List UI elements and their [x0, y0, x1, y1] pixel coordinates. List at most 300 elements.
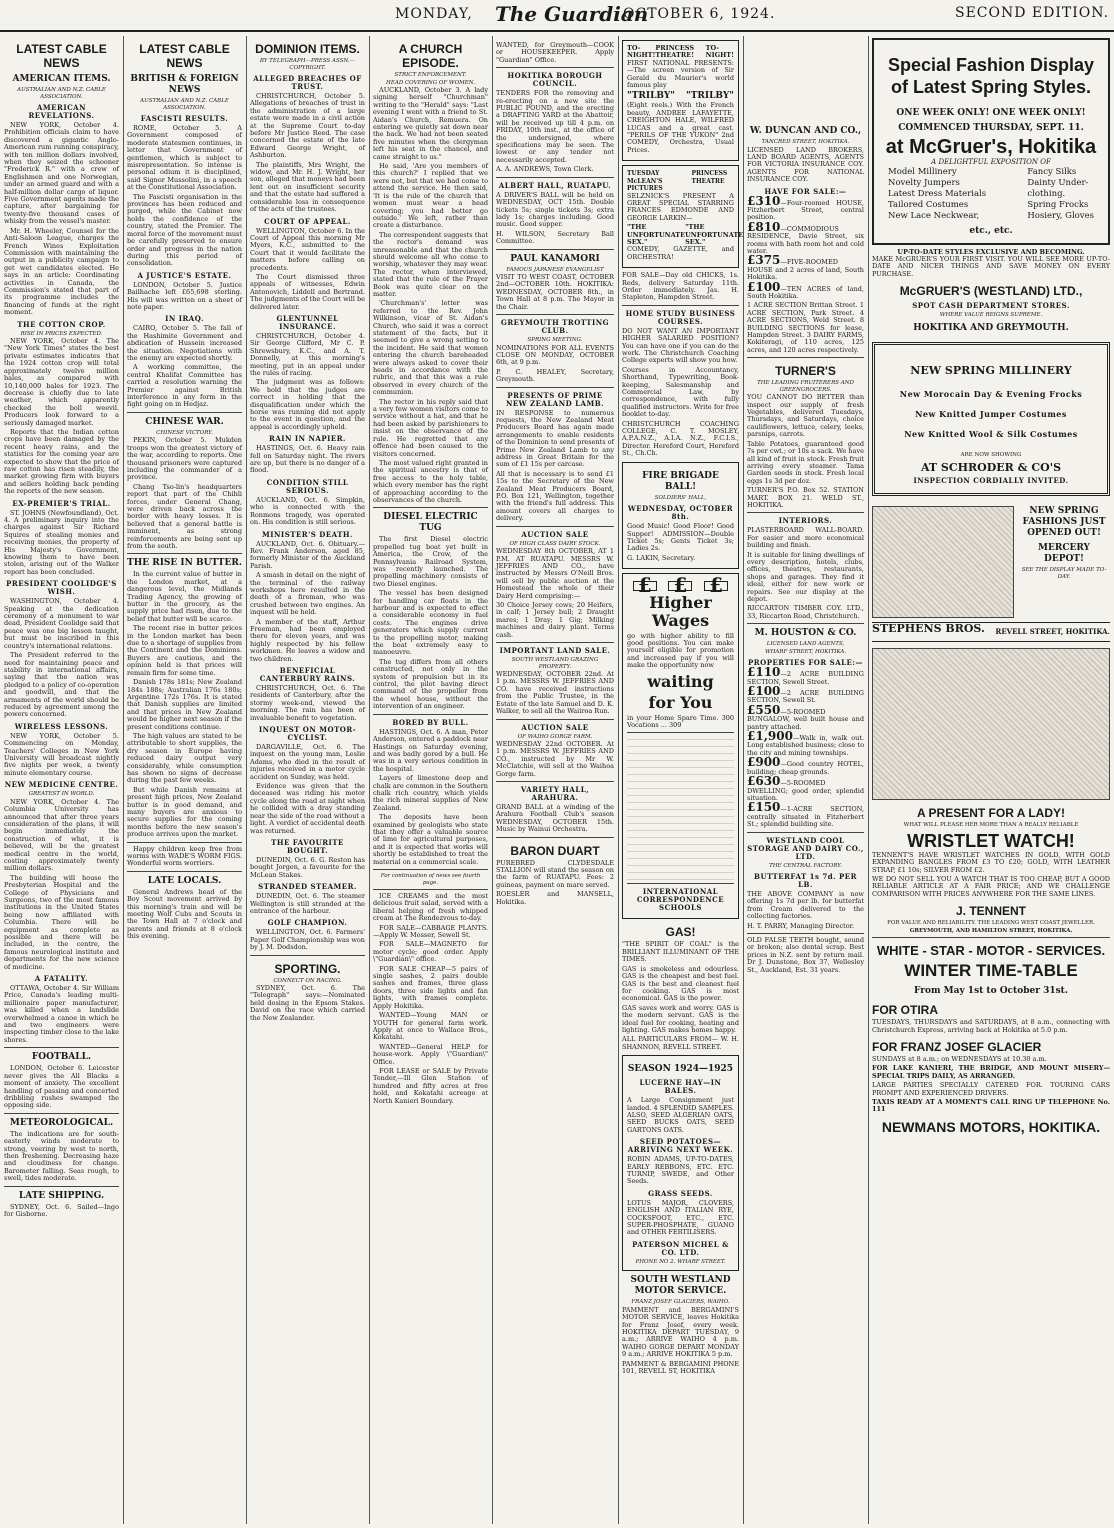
filler-text: The high values are stated to be attributable to short supplies, the dry season in Europe having reduced dairy output very considerably, while consumption has shown no signs of decrease during the past few weeks. — [127, 731, 242, 785]
col4-continuation: For continuation of news see fourth page. — [380, 873, 481, 886]
fashion-item: New Lace Neckwear, — [888, 210, 980, 221]
filler-text: All that is necessary is to send £1 15s to the Secretary of the New Zealand Meat Producers Board, P.O. Box 121, Wellington, together with the friend's full address. This amount covers all charges to delivery. — [496, 469, 614, 523]
column-3 — [246, 36, 369, 1524]
filler-text: He said, 'Are you members of this church?' I replied that we were not, but that we had come to attend the service. He then said, 'It is the rule of the church that women must wear a head covering; you had better go outside.' We left, rather than create a disturbance. — [373, 162, 488, 230]
col5-ad7-title: AUCTION SALE — [521, 529, 589, 539]
filler-text: ICE CREAMS and the most delicious fruit salad, served with a liberal helping of fresh whipped cream at The Rendezvous to-day. — [373, 892, 488, 923]
col4-s2-title: DIESEL ELECTRIC TUG — [383, 512, 478, 534]
col5-ad8-sub: SOUTH WESTLAND GRAZING PROPERTY. — [511, 657, 599, 670]
fashion-item: Fancy Silks — [1027, 166, 1077, 177]
fashion-styles: UP-TO-DATE STYLES EXCLUSIVE AND BECOMING. — [897, 247, 1085, 256]
ics-text1: go with higher ability to fill good positions. You can make yourself eligible for promotion and increased pay if you will make the opportunity now — [627, 631, 734, 670]
col2-s6-text: Happy children keep free from worms with WADE'S WORM FIGS. Wonderful worm worriers. — [127, 844, 242, 868]
col5-ad4-title: PAUL KANAMORI — [510, 253, 600, 264]
divider — [747, 623, 864, 624]
divider — [747, 832, 864, 833]
col1-s1-text: NEW YORK, October 4. Prohibition officials claim to have discovered a gigantic Anglo-American rum running conspiracy, with ten million dollars involved, when they seized the schooner "Frederick R." with a crew of Englishmen and one Norwegian, under an armed guard and with a half-million dollar cargo of liquor. Five Government agents made the capture, after bargaining for twenty-five thousand cases of whisky from the vessel's master. — [4, 121, 119, 226]
present-watch: WRISTLET WATCH! — [907, 830, 1075, 851]
present-sub: WHAT WILL PLEASE HER MORE THAN A REALLY RELIABLE — [903, 822, 1079, 829]
mcgruers-sub: SPOT CASH DEPARTMENT STORES. — [912, 301, 1070, 311]
spring-item: New Knitted Jumper Costumes — [915, 408, 1067, 419]
filler-text: 'Churchman's' letter was referred to the Rev. John Wilkinson, vicar of St. Aidan's Church, who said it was a correct statement of the facts, but it seemed to give a wrong setting to the incident. He said that women entering the church bareheaded were always asked to cover their heads in accordance with the rubric, and that this was a rule observed in every church of the communion. — [373, 299, 488, 397]
fashion-items-left — [888, 167, 986, 222]
col2-subheading: BRITISH & FOREIGN NEWS — [130, 74, 239, 95]
filler-text: WE DO NOT SELL YOU A WATCH THAT IS TOO CHEAP, BUT A GOOD RELIABLE ARTICLE AT A FAIR PRICE; AND WE CHALLENGE COMPARISON WITH PRICES ANYWHERE FOR THE SAME LINES. — [872, 874, 1110, 898]
col3-credit: BY TELEGRAPH—PRESS ASSN.—COPYRIGHT. — [259, 58, 356, 71]
col1-s2-title: THE COTTON CROP. — [17, 319, 106, 329]
season-ad — [622, 1055, 739, 1271]
divider — [127, 871, 242, 872]
grass-title: GRASS SEEDS. — [648, 1188, 713, 1198]
col3-s1-title: ALLEGED BREACHES OF TRUST. — [253, 74, 362, 91]
filler-text: 30 Choice Jersey cows; 20 Heifers, in calf; 1 Jersey bull; 2 Draught mares; 1 Dray; 1 Gig; Milking machines and dairy plant. Terms cash. — [496, 601, 614, 639]
filler-text: The tug differs from all others constructed, not only in the system of propulsion but in its control, the pilot having direct command of the propeller from the wheel house, without the intervention of an engineer. — [373, 657, 488, 711]
divider — [496, 642, 614, 643]
mail-sub: FRANZ JOSEF GLACIERS, WAIHO. — [631, 1299, 730, 1306]
ics-footer: INTERNATIONAL CORRESPONDENCE SCHOOLS — [636, 887, 725, 913]
divider — [747, 512, 864, 513]
col1-s10-title: LATE SHIPPING. — [18, 1190, 105, 1201]
filler-text: But while Danish remains at present high prices, New Zealand butter is in good demand, and many buyers are anxious to secure supplies for the coming months before the new season's produce arrives upon the market. — [127, 785, 242, 839]
fashion-item: Tailored Costumes — [888, 199, 969, 210]
col3-s3-title: GLENTUNNEL INSURANCE. — [276, 313, 339, 331]
spring-item: New Morocain Day & Evening Frocks — [899, 388, 1083, 399]
masthead — [0, 0, 1114, 32]
fire-date: WEDNESDAY, OCTOBER 8th. — [627, 504, 734, 522]
paterson-sub: PHONE NO 2. WHARF STREET. — [635, 1258, 726, 1265]
houston-p4-price: £1,900 — [747, 729, 793, 744]
houston-p5-price: £900 — [747, 755, 781, 770]
ics-ad — [622, 573, 739, 919]
duncan-addr: TANCRED STREET, HOKITIKA. — [761, 139, 850, 145]
col4-s2-text: The first Diesel electric propelled tug boat yet built in America, the Crow, of the Pennsylvania Railroad System, was recently launched. The propelling machinery consists of two Diesel engines. — [373, 535, 488, 588]
study-title: HOME STUDY BUSINESS COURSES. — [625, 308, 736, 326]
lucerne-title: LUCERNE HAY—IN BALES. — [639, 1078, 722, 1096]
column-6 — [618, 36, 743, 1524]
pound-icon: £ — [633, 581, 657, 590]
houston-p6-price: £630 — [747, 774, 781, 789]
filler-text: The building will house the Presbyterian Hospital and the College of Physicians and Surgeons, two of the most famous institutions in the United States being now affiliated with Columbia. There will be equipment as complete as possible and there will be included, in the centre, the famous neurological institute and departments for the new science of medicine. — [4, 873, 119, 971]
col3-s8-text: DARGAVILLE, Oct. 6. The inquest on the young man, Leslie Adams, who died in the result of injuries received in a motor cycle accident on Sunday, was held. — [250, 743, 365, 781]
storefront-illustration — [872, 506, 1014, 618]
turner-name: TURNER'S — [775, 364, 836, 379]
col5-ad5-title: GREYMOUTH TROTTING CLUB. — [500, 318, 610, 336]
fashion-at: at McGruer's, Hokitika — [885, 136, 1097, 158]
kaniere-text: FOR LAKE KANIERI, THE BRIDGE, AND MOUNT MISERY—SPECIAL TRIPS DAILY, AS ARRANGED. — [872, 1064, 1110, 1080]
divider — [496, 526, 614, 527]
ics-title3: for You — [648, 692, 713, 712]
duncan-p2-text: —COMMODIOUS RESIDENCE, Davie Street, six rooms with bath room hot and cold water. — [747, 224, 864, 255]
filler-text: A member of the staff, Arthur Freeman, had been employed there for eleven years, and was highly respected by his fellow workmen. He leaves a widow and two children. — [250, 617, 365, 663]
filler-text: A working committee, the central Khalifat Committee has carried a resolution warning the Premier against British interference in any form in the fight going on in Hedjaz. — [127, 363, 242, 409]
col1-s6-title: NEW MEDICINE CENTRE. — [4, 780, 119, 790]
westland-sign: H. T. PARRY, Managing Director. — [747, 921, 855, 930]
season-title: SEASON 1924—1925 — [627, 1064, 734, 1075]
study-sign: CHRISTCHURCH COACHING COLLEGE, C. T. MOSLEY, A.P.A.N.Z., A.I.A. N.Z., F.C.I.S., Director. Hereford Court, Hereford St., Ch.Ch. — [622, 419, 739, 458]
fashion-delight: A DELIGHTFUL EXPOSITION OF — [931, 158, 1051, 166]
mclean-left: TUESDAY McLEAN'S PICTURES — [627, 170, 663, 193]
divider — [496, 177, 614, 178]
turner-sign: TURNER'S P.O. Box 52. STATION MART. BOX 21. WELD ST., HOKITIKA. — [747, 486, 864, 509]
houston-p7-price: £150 — [747, 800, 781, 815]
spring-at: AT SCHRODER & CO'S — [920, 461, 1062, 475]
duncan-sale: HAVE FOR SALE:— — [764, 186, 847, 196]
column-1 — [0, 36, 123, 1524]
col1-s8-text: LONDON, October 6. Leicester never gives the All Blacks a moment of anxiety. The excellent handling of passing and concerted dribbling rushes swamped the opposing side. — [4, 1064, 119, 1110]
houston-sale: PROPERTIES FOR SALE:— — [748, 658, 863, 668]
filler-text: FOR SALE—CABBAGE PLANTS.—Apply W. Mosser, Sewell St. — [373, 923, 488, 940]
col5-ad11-title: BARON DUART — [510, 843, 600, 858]
newmans: NEWMANS MOTORS, HOKITIKA. — [881, 1118, 1101, 1135]
col5-ad3-text: A DRIVER'S BALL will be held on WEDNESDAY, OCT 15th. Double tickets 5s; single tickets 3s; extra lady 1s; charges including. Good music. Good supper. — [496, 190, 614, 229]
duncan-p3-price: £375 — [747, 253, 781, 268]
divider — [373, 869, 488, 870]
col3-s9-text: DUNEDIN, Oct. 6. G. Reston has bought Jorgen, a favourite for the McLean Stakes. — [250, 855, 365, 879]
divider — [496, 837, 614, 838]
divider — [4, 1113, 119, 1114]
mail-title: SOUTH WESTLAND MOTOR SERVICE. — [630, 1275, 731, 1297]
parties-text: LARGE PARTIES SPECIALLY CATERED FOR. TOURING CARS PROMPT AND EXPERIENCED DRIVERS. — [872, 1081, 1110, 1097]
tennent-sub: FOR VALUE AND RELIABILITY. THE LEADING WEST COAST JEWELLER. — [887, 920, 1095, 927]
col5-ad6-title: PRESENTS OF PRIME NEW ZEALAND LAMB. — [505, 390, 605, 408]
col2-s1-title: FASCISTI RESULTS. — [140, 114, 229, 123]
col1-s2-sub: RISE IN PRICES EXPECTED. — [20, 330, 103, 337]
interiors-title: INTERIORS. — [778, 516, 833, 526]
fashion-etc: etc., etc. — [969, 225, 1013, 236]
filler-text: FOR SALE CHEAP—5 pairs of single sashes, 2 pairs double sashes and frames, three glass doors, three side lights and fan lights, with frames complete. Apply Hokitika. — [373, 964, 488, 1010]
westland-name: WESTLAND COOL STORAGE AND DAIRY CO., LTD. — [747, 835, 864, 861]
grass-text: LOTUS MAJOR, CLOVERS, ENGLISH AND ITALIAN RYE, COCKSFOOT, ETC., ETC. SUPER-PHOSPHATE, GUANO and OTHER FERTILISERS. — [627, 1198, 734, 1237]
column-2 — [123, 36, 246, 1524]
col4-sub: STRICT ENFORCEMENT. — [394, 72, 467, 78]
col1-s7-title: A FATALITY. — [34, 974, 89, 984]
houston-p1-text: —2 ACRE BUILDING SECTION, Sewell Street. — [747, 670, 864, 686]
stephens-title: NEW SPRING FASHIONS JUST OPENED OUT! — [1022, 506, 1106, 539]
filler-text: The rector in his reply said that a very few women visitors come to service without a hat, and that he had been asked by parishioners to insist on the observance of the rule. He regretted that any offence had been caused to the visitors concerned. — [373, 397, 488, 458]
filler-text: WANTED—General HELP for house-work. Apply \"Guardian\" Office. — [373, 1042, 488, 1066]
mcgruers-name: McGRUER'S (WESTLAND) LTD., — [899, 284, 1083, 299]
stephens-footer — [872, 622, 1110, 642]
col3-s11-title: GOLF CHAMPION. — [267, 918, 348, 928]
houston-p5-text: —Good country HOTEL, building; cheap grounds. — [747, 760, 864, 776]
fire-text: Good Music! Good Floor! Good Supper! ADMISSION—Double Ticket 5s; Gents Ticket 3s; Ladies 2s. — [627, 522, 734, 553]
filler-text: The vessel has been designed for handling car floats in the harbour and is expected to effect a considerable economy in fuel costs. The engines drive generators which supply current to the propelling motor, making the boat extremely easy to manoeuvre. — [373, 589, 488, 657]
col5-ad5-text: NOMINATIONS FOR ALL EVENTS CLOSE ON MONDAY, OCTOBER 6th, at 9 p.m. — [496, 343, 614, 367]
tennent-name: J. TENNENT — [955, 904, 1026, 919]
col1-s9-title: METEOROLOGICAL. — [9, 1117, 114, 1128]
houston-p3-text: —5-ROOMED BUNGALOW, well built house and pantry attached. — [747, 707, 864, 731]
teeth-text: OLD FALSE TEETH bought, sound or broken; also dental scrap. Best prices in N.Z. sent by return mail. Dr J. Dunstone, Box 37, Wellesley St., Auckland, Est. 31 years. — [747, 936, 864, 974]
spring-title: NEW SPRING MILLINERY — [910, 363, 1072, 377]
filler-text: The judgment was as follows: We hold that the judges are correct in holding that the disqualification under which the horse was running did not apply to the event in question, and the appeal is accordingly upheld. — [250, 378, 365, 431]
col5-ad9-title: AUCTION SALE — [521, 722, 589, 732]
col3-s8-title: INQUEST ON MOTOR-CYCLIST. — [258, 725, 357, 743]
stephens-name: STEPHENS BROS. — [872, 622, 985, 636]
col3-s6-text: AUCKLAND, Oct. 6. Obituary.—Rev. Frank Anderson, aged 85, formerly Minister of the Auckland Parish. — [250, 539, 365, 570]
filler-text: The Fascisti organisation in the provinces has been reduced and purged, while the Cabinet now holds the confidence of the country, stated the Premier. The moral force of the movement must be carefully preserved to ensure order and progress in the nation during this period of consolidation. — [127, 192, 242, 268]
col3-s5-title: CONDITION STILL SERIOUS. — [266, 477, 349, 495]
col2-credit: AUSTRALIAN AND N.Z. CABLE ASSOCIATION. — [140, 98, 229, 111]
divider — [747, 933, 864, 934]
filler-text: The most valued right granted in the spiritual ancestry is that of free access to the holy table, which every member has the right of approaching according to the observances of the church. — [373, 458, 488, 504]
duncan-name: W. DUNCAN AND CO., — [749, 126, 862, 136]
col2-s5-text: In the current value of butter in the London market, at a dangerous level, the Midlands Trading Agency, the growing of butter in the grocery, as the supply price had risen, due to the belief that butter will be scarce. — [127, 570, 242, 623]
masthead-date: OCTOBER 6, 1924. — [623, 6, 776, 22]
divider — [373, 714, 488, 715]
divider — [373, 889, 488, 890]
spring-item: New Knitted Wool & Silk Costumes — [904, 428, 1078, 439]
ics-vocation-list — [627, 732, 734, 884]
filler-text: A smash in detail on the night of the terminal of the railway workshops here resulted in the death of a fireman, who was crushed between two engines. An inquest will be held. — [250, 571, 365, 617]
col3-s9-title: THE FAVOURITE BOUGHT. — [271, 837, 344, 855]
fire-title: FIRE BRIGADE BALL! — [642, 470, 719, 492]
fashion-item: Hosiery, Gloves — [1027, 210, 1094, 221]
duncan-p4-text: —TEN ACRES of land, South Hokitika. — [747, 284, 864, 300]
col1-s3-text: ST. JOHNS (Newfoundland), Oct. 4. A preliminary inquiry into the charges against Sir Richard Squires of stealing monies and receiving monies, the property of His Majesty's Government, knowing them to have been stolen, arising out of the Walker report has been concluded. — [4, 508, 119, 576]
col3-heading: DOMINION ITEMS. — [255, 42, 360, 56]
col5-ad11-text: PUREBRED CLYDESDALE STALLION will stand the season on the farm of RUATAPU. Fees: 2 guineas, payment on mare served. — [496, 858, 614, 889]
stephens-depot: MERCERY DEPOT! — [1038, 543, 1090, 565]
col5-ad9-text: WEDNESDAY 22nd OCTOBER. At 1 p.m. MESSRS W. JEFFRIES AND CO., instructed by Mr W. McClatchie, will sell at the Waihoa Gorge farm. — [496, 740, 614, 778]
col5-ad8-text: WEDNESDAY, OCTOBER 22nd. At 1 p.m. MESSRS W. JEFFRIES AND CO. have received instructions from the Public Trustee, in the Estate of the late Samuel and D. K. Walker, to sell all the Waiiroa Run. — [496, 670, 614, 716]
divider — [127, 553, 242, 554]
col1-s9-text: The indications are for south-easterly winds moderate to strong, veering by west to north, then freshening. Decreasing haze and cloudiness for change. Barometer falling. Seas rough, to swell, tides moderate. — [4, 1129, 119, 1183]
westland-sub: THE CENTRAL FACTORY. — [769, 862, 842, 869]
col5-ad9-sub: OF WAIHO GORGE FARM. — [517, 733, 593, 740]
col1-credit: AUSTRALIAN AND N.Z. CABLE ASSOCIATION. — [17, 87, 106, 100]
mclean-right: PRINCESS THEATRE — [691, 170, 728, 185]
turner-text: YOU CANNOT DO BETTER than inspect our supply of fresh Vegetables, delivered Tuesdays, Thursdays, and Saturdays, choice cauliflowers, lettuce, celery, leeks, parsnips, carrots. — [747, 393, 864, 439]
col2-s4-title: CHINESE WAR. — [145, 416, 224, 427]
unfortunate-left: "THE UNFORTUNATE SEX." — [627, 223, 686, 246]
col4-s3-text: HASTINGS, Oct. 6. A man, Peter Anderson, entered a paddock near Hastings on Saturday evening, and was badly gored by a bull. He was in a very serious condition in the hospital. — [373, 727, 488, 773]
divider — [496, 781, 614, 782]
gas-sub: "THE SPIRIT OF COAL" is the BRILLIANT ILLUMINANT OF THE TIMES. — [622, 940, 739, 964]
col5-ad1: WANTED, for Greymouth—COOK or HOUSEKEEPER. Apply "Guardian" Office. — [496, 41, 614, 64]
filler-text: Courses in Accountancy, Shorthand, Typewriting, Book-keeping, Salesmanship and Commercial Law, by correspondence, with fully qualified instructors. Write for free booklet to-day. — [622, 365, 739, 419]
schroder-ad — [872, 342, 1110, 497]
col3-s2-text: WELLINGTON, October 6. In the Court of Appeal this morning Mr Myers, K.C., submitted to the Court that it would facilitate the matters before calling on precedents. — [250, 226, 365, 272]
col2-s5-title: THE RISE IN BUTTER. — [127, 558, 242, 569]
divider — [373, 507, 488, 508]
col2-s1-text: ROME, October 5. A Government composed of moderate statesmen continues, in letter that Government of gentlemen, which is subject to misrepresentation. So intense is personal odium it is disciplined, said Signor Mussolini, in a speech at the Constitutional Association. — [127, 124, 242, 192]
masthead-title: The Guardian — [495, 2, 649, 26]
winter-table: WINTER TIME-TABLE — [904, 961, 1078, 981]
divider — [496, 67, 614, 68]
col5-ad11-sign: ROESLER and MANSELL, Hokitika. — [496, 890, 614, 906]
filler-text: Reports that the Indian cotton crops have been damaged by the recent heavy rains, and the statistics for the coming year are expected to show that the price of raw cotton has risen steadily, the market growing firm with buyers and sellers holding back pending the reports of the new season. — [4, 427, 119, 496]
ics-title2: waiting — [647, 671, 714, 691]
col1-s2-text: NEW YORK, October 4. The "New York Times" states the best private estimates indicates that the 1924 cotton crop will total approximately twelve million bales, as compared with 10,140,000 bales for 1923. The decrease is chiefly due to late weather, which apparently checked the boll weevil. Producers look forward to a seriously damaged market. — [4, 337, 119, 427]
col2-s7-title: LATE LOCALS. — [147, 875, 222, 886]
col5-ad8-title: IMPORTANT LAND SALE. — [499, 646, 611, 656]
fire-sub: SOLDIERS' HALL, — [654, 494, 707, 501]
col3-s12-sub: CONNECT ON RACING. — [273, 977, 342, 984]
col4-s3-text2: Layers of limestone deep and chalk are common in the Southern chalk rich country, which yields the rich mineral supplies of New Zealand. — [373, 774, 488, 812]
filler-text: Evidence was given that the deceased was riding his motor cycle along the road at night when he collided with a dray standing near the side of the road without a light. A verdict of accidental death was returned. — [250, 782, 365, 835]
westland-text: THE ABOVE COMPANY is now offering 1s 7d per lb. for butterfat from Cream delivered to the collecting factories. — [747, 890, 864, 921]
fire-sign: G. LAKIN, Secretary. — [627, 553, 696, 562]
fashion-item: Spring Frocks — [1027, 199, 1089, 210]
duncan-p1-text: —Four-roomed HOUSE, Fitzherbert Street, central position. — [747, 198, 864, 222]
trilby-note: (Eight reels.) With the French beauty, ANDREE LAFAYETTE, CREIGHTON HALE, WILFRED LUCAS and a great cast. "PERILS OF THE YUKON" 2nd COMEDY, Orchestra, Usual Prices. — [627, 101, 734, 154]
fashion-commence: COMMENCED THURSDAY, SEPT. 11. — [898, 123, 1084, 133]
col1-s6-text: NEW YORK, October 4. The Columbia University has announced that after three years consideration of the plans, it will begin immediately the construction of what, it is believed, will be the greatest medical centre in the world, costing approximately twenty million dollars. — [4, 797, 119, 873]
col3-s6-title: MINISTER'S DEATH. — [262, 529, 353, 539]
col5-ad3-title: ALBERT HALL, RUATAPU. — [498, 180, 612, 190]
filler-text: The plaintiffs, Mrs Wright, the widow, and Mr. H. J. Wright, her son, alleged that moneys had been lent out on insufficient security and that the estate had suffered a considerable loss in consequence of the acts of the trustees. — [250, 160, 365, 214]
houston-p2-price: £100 — [747, 684, 781, 699]
fashion-item: Latest Dress Materials — [888, 188, 987, 199]
col5-ad10-text: GRAND BALL at a winding of the Arahura Football Club's season WEDNESDAY, OCTOBER 15th. Music by Wainui Orchestra. — [496, 803, 614, 834]
col3-s11-text: WELLINGTON, Oct. 6. Farmers' Paper Golf Championship was won by J. M. Dodsdon. — [250, 928, 365, 952]
col3-s2-title: COURT OF APPEAL. — [264, 216, 351, 226]
divider — [4, 1186, 119, 1187]
houston-p2-text: —2 ACRE BUILDING SECTION, Sewell St. — [747, 689, 864, 705]
westland-fat: BUTTERFAT 1s 7d. PER LB. — [754, 872, 857, 890]
col3-s7-title: BENEFICIAL CANTERBURY RAINS. — [259, 666, 356, 683]
fashion-week: ONE WEEK ONLY! ONE WEEK ONLY! — [896, 108, 1086, 118]
mclean-text: SELZNICK'S PRESENT A GREAT SPECIAL STARRING FRANCES EDMONDE AND GEORGE LARKIN— — [627, 191, 734, 222]
col2-s3-title: IN IRAQ. — [165, 314, 204, 324]
ics-text2: in your Home Spare Time. 300 Vocations ... 309 — [627, 713, 734, 730]
filler-text: The correspondent suggests that the rector's demand was unreasonable and that the church should welcome all who come to worship, whatever they may wear. The rector, when interviewed, stated that the rule of the Prayer Book was quite clear on the matter. — [373, 230, 488, 298]
duncan-p3-text: —FIVE-ROOMED HOUSE and 2 acres of land, South Hokitika. — [747, 258, 864, 282]
masthead-day: MONDAY, — [395, 6, 473, 22]
col1-heading: LATEST CABLE NEWS — [16, 42, 107, 70]
col5-ad3-sign: H. WILSON, Secretary Ball Committee. — [496, 229, 614, 246]
theatre-header-right: TO-NIGHT! — [705, 44, 734, 60]
fire-brigade-ad — [622, 462, 739, 570]
filler-text: Mr. H. Wheeler, Counsel for the Anti-Saloon League, charges the French Wines Exploitation Commission with maintaining the output in a publicity campaign to get wet candidates elected. He says in an article: Coordinating activities in Canada, the Commission's stated that part of its programme includes the financing of funds at the right moment. — [4, 226, 119, 317]
duncan-text: LICENSED LAND BROKERS, LAND BOARD AGENTS, AGENTS FOR VICTORIA INSURANCE COY. AGENTS FOR NATIONAL INSURANCE COY. — [747, 145, 864, 184]
col1-s7-text: OTTAWA, October 4. Sir William Price, Canada's leading multi-millionaire paper manufacturer, was killed when a landslide overwhelmed a canoe in which he and two engineers were inspecting timber close to the lake shores. — [4, 984, 119, 1044]
fashion-item: clothing. — [1027, 188, 1066, 199]
filler-text: 1 ACRE SECTION Brittan Street. 1 ACRE SECTION, Park Street. 4 ACRE SECTIONS, Weld Street. 8 BUILDING SECTIONS for lease, Hampden Street. 3 DAIRY FARMS, Kokiteragi, of 110 acres, 125 acres, and 120 acres respectively. — [747, 301, 864, 354]
divider — [496, 719, 614, 720]
houston-p7-text: —1-ACRE SECTION, centrally situated in Fitzherbert St.; splendid building site. — [747, 805, 864, 829]
unfortunate-note: COMEDY, GAZETTE, and ORCHESTRA! — [627, 245, 734, 261]
trilby-right: "TRILBY" — [686, 91, 734, 102]
col2-s4-sub: CHINESE VICTORY. — [156, 429, 213, 436]
mcgruers-sub2: WHERE VALUE REIGNS SUPREME. — [939, 312, 1043, 319]
filler-text: It is suitable for lining dwellings of every description, hotels, clubs, offices, theatres, restaurants, shops and garages. They find it ideal, either for new work or repairs. See our display at the depot. — [747, 550, 864, 603]
present-text: TENNENT'S HAVE WRISTLET WATCHES IN GOLD, WITH GOLD EXPANDING BANGLES FROM £3 TO £20; GOLD, WITH LEATHER STRAP, £1 10s; SILVER FROM £2. — [872, 850, 1110, 874]
gas-text: GAS is smokeless and odourless. GAS is the cheapest and best fuel. GAS is the best and cleanest fuel for cooking. GAS is most economical. GAS is the power. — [622, 964, 739, 1003]
col3-s7-text: CHRISTCHURCH, Oct. 6. The residents of Canterbury, after the stormy week-end, viewed the morning. The rain has been of invaluable benefit to vegetation. — [250, 684, 365, 722]
col2-s2-text: LONDON, October 5. Justice Bailhache left £65,698 sterling. His will was written on a sheet of note paper. — [127, 280, 242, 311]
col4-heading: A CHURCH EPISODE. — [398, 42, 463, 70]
filler-text: FOR LEASE or SALE by Private Tender,—Ill Glen Station of hundred and fifty acres at free hold, and Kokatahi acreage at North Kanieri Boundary. — [373, 1066, 488, 1105]
filler-text: FOR SALE—MAGNETO for motor cycle; good order. Apply \"Guardian\" office. — [373, 940, 488, 964]
houston-sub: LICENSED LAND AGENTS, — [766, 641, 845, 648]
col1-subheading: AMERICAN ITEMS. — [12, 74, 111, 84]
col1-s3-title: EX-PREMIER'S TRIAL. — [12, 498, 111, 508]
column-5 — [492, 36, 618, 1524]
taxis: TAXIS READY AT A MOMENT'S CALL RING UP TELEPHONE No. 111 — [872, 1098, 1110, 1114]
gas-sign: ALL PARTICULARS FROM— W. H. SHANNON, REVELL STREET. — [622, 1035, 739, 1051]
houston-name: M. HOUSTON & CO. — [754, 628, 857, 639]
col5-ad5-sign: P. C. HEALEY, Secretary, Greymouth. — [496, 367, 614, 384]
divider — [496, 387, 614, 388]
col5-ad5-sub: SPRING MEETING. — [527, 337, 583, 344]
franz-text: SUNDAYS at 8 a.m.; on WEDNESDAYS at 10.30 a.m. — [872, 1054, 1047, 1063]
col3-s4-text: HASTINGS, Oct. 6. Heavy rain fell on Saturday night. The rivers are up, but there is no danger of a flood. — [250, 444, 365, 475]
divider — [250, 955, 365, 956]
franz: FOR FRANZ JOSEF GLACIER — [872, 1039, 1042, 1054]
duncan-p1-price: £310 — [747, 193, 781, 208]
col3-s12-text: SYDNEY, Oct. 6. The "Telegraph" says:—Nominated held dosing in the Epsom Stakes. David on the race which carried the New Zealander. — [250, 984, 365, 1022]
houston-p6-text: —5-ROOMED DWELLING; good order, splendid situation. — [747, 779, 864, 802]
col1-s8-title: FOOTBALL. — [31, 1052, 92, 1063]
filler-text: The President referred to the need for maintaining peace and stability in international affairs, saying that the nation was pledged to a policy of co-operation and goodwill, and that the armaments of the world should be reduced by agreement among the powers concerned. — [4, 651, 119, 719]
fashion-ad — [872, 38, 1110, 245]
houston-p4-text: —Walk in, walk out. Long established business; close to the city and mining townships. — [747, 734, 864, 757]
potato-text: ROBIN ADAMS, UP-TO-DATES, EARLY REBBONS, ETC. ETC. TURNIP, SWEDE, and Other Seeds. — [627, 1155, 734, 1186]
lady-illustration — [872, 648, 1110, 800]
column-6b — [743, 36, 868, 1524]
stephens-see: SEE THE DISPLAY MADE TO-DAY. — [1021, 567, 1107, 580]
filler-text: The recent rise in butter prices in the London market has been due to a shortage of supplies from the Continent and the Dominions. Buyers are cautious, and the opinion held is that prices will remain firm for some time. — [127, 624, 242, 677]
present-title: A PRESENT FOR A LADY! — [916, 806, 1065, 821]
fashion-item: Model Millinery — [888, 166, 957, 177]
paterson: PATERSON MICHEL & CO. LTD. — [632, 1239, 729, 1257]
col4-sub2: HEAD COVERING OF WOMEN. — [386, 79, 475, 86]
filler-text: Table Potatoes, guaranteed good 7s per cwt.; or 10s a sack. We have all kind of fruit in stock. Fresh fruit arriving every steamer. Tama Garden seeds in stock. Fresh local eggs 1s 3d per doz. — [747, 439, 864, 485]
pound-signs — [627, 573, 734, 598]
mail-sign: PAMMENT & BERGAMINI PHONE 101, REVELL ST, HOKITIKA — [622, 1359, 739, 1376]
turner-sub: THE LEADING FRUITERERS AND GREENGROCERS. — [757, 380, 854, 393]
filler-text: The deposits have been examined by geologists who state that they offer a valuable source of lime for agricultural purposes, and it is expected that works will shortly be established to treat the material on a commercial scale. — [373, 813, 488, 866]
fashion-visit: MAKE McGRUER'S YOUR FIRST VISIT. YOU WILL SEE MORE UP-TO-DATE AND NICER THINGS AND SAVE MONEY ON EVERY PURCHASE. — [872, 255, 1110, 278]
col3-s1-text: CHRISTCHURCH, October 5. Allegations of breaches of trust in the administration of a large estate were made in a civil action at the Supreme Court to-day before Mr Justice Reed. The case concerned the estate of the late Edward George Wright, of Ashburton. — [250, 92, 365, 160]
pound-icon: £ — [704, 581, 728, 590]
interiors-text: PLASTERBOARD WALL-BOARD. For easier and more economical building and finish. — [747, 526, 864, 550]
stephens-addr: REVELL STREET, HOKITIKA. — [995, 627, 1110, 637]
col1-s5-title: WIRELESS LESSONS. — [14, 721, 109, 731]
otira: FOR OTIRA — [872, 1003, 938, 1018]
filler-text: Danish 178s 181s; New Zealand 184s 188s; Australian 176s 180s; Argentine 172s 176s. It is stated that Danish supplies are limited and that prices in New Zealand would be higher next season if the present conditions continue. — [127, 678, 242, 731]
ics-title1: Higher Wages — [649, 592, 712, 630]
white-star: WHITE - STAR - MOTOR - SERVICES. — [876, 943, 1106, 959]
col5-ad4-text: VISIT TO WEST COAST, OCTOBER 2nd—OCTOBER 10th. HOKITIKA: WEDNESDAY, OCTOBER 8th., in Town Hall at 8 p.m. The Mayor in the Chair. — [496, 273, 614, 311]
col4-s1-text: AUCKLAND, October 3. A lady signing herself "Churchman" writing to the "Herald" says: "Last evening I went with a friend to St. Aidan's Church, Remuera. On entering we quietly sat down near the back. We had not been seated five minutes when the clergyman left his seat in the chancel, and came straight to us." — [373, 86, 488, 161]
tennent-addr: GREYMOUTH, AND HAMILTON STREET, HOKITIKA. — [909, 927, 1073, 934]
col5-ad2-text: TENDERS FOR the removing and re-erecting on a new site the PUBLIC POUND, and the erecting a DRAFTING YARD at the Abattoir, will be received up till 4 p.m. on FRIDAY, 10th inst., at the office of the undersigned, where specifications may be seen. The lowest or any tender not necessarily accepted. — [496, 89, 614, 164]
divider — [496, 314, 614, 315]
col4-s3-title: BORED BY BULL. — [392, 717, 469, 727]
col1-s1-title: AMERICAN REVELATIONS. — [28, 103, 95, 120]
stephens-ad — [872, 502, 1110, 622]
col2-heading: LATEST CABLE NEWS — [139, 42, 230, 70]
filler-text: The Court dismissed three appeals of witnesses, Edwin Antonovich, Liddell and Bertrand. The judgments of the Court will be delivered later. — [250, 272, 365, 311]
col2-s3-text: CAIRO, October 5. The fall of the Hashimite Government and abdication of Hussein increased the situation. Negotiations with the enemy are expected shortly. — [127, 324, 242, 362]
col3-s10-title: STRANDED STEAMER. — [258, 882, 357, 892]
houston-p3-price: £550 — [747, 702, 781, 717]
duncan-p4-price: £100 — [747, 279, 781, 294]
col2-s4-text: PEKIN, October 5. Mukden troops won the greatest victory of the war, according to reports. One thousand prisoners were captured including the commander of a province. — [127, 436, 242, 482]
spring-items — [881, 390, 1101, 438]
divider — [4, 1047, 119, 1048]
lucerne-text: A Large Consignment just landed. 4 SPLENDID SAMPLES. ALSO, SEED ALGERIAN OATS, SEED BUCKS OATS, SEED GARTONS OATS. — [627, 1096, 734, 1134]
column-7 — [868, 36, 1114, 1524]
masthead-edition: SECOND EDITION. — [955, 5, 1110, 21]
unfortunate-right: "THE UNFORTUNATE SEX." — [685, 223, 743, 246]
duncan-p2-price: £810 — [747, 219, 781, 234]
col1-s10-text: SYDNEY, Oct. 6. Sailed—Ingo for Gisborne. — [4, 1202, 119, 1218]
col2-s2-title: A JUSTICE'S ESTATE. — [137, 270, 232, 280]
theatre-text: FIRST NATIONAL PRESENTS:—The screen version of Sir Gerald du Maurier's world famous play — [627, 58, 734, 90]
